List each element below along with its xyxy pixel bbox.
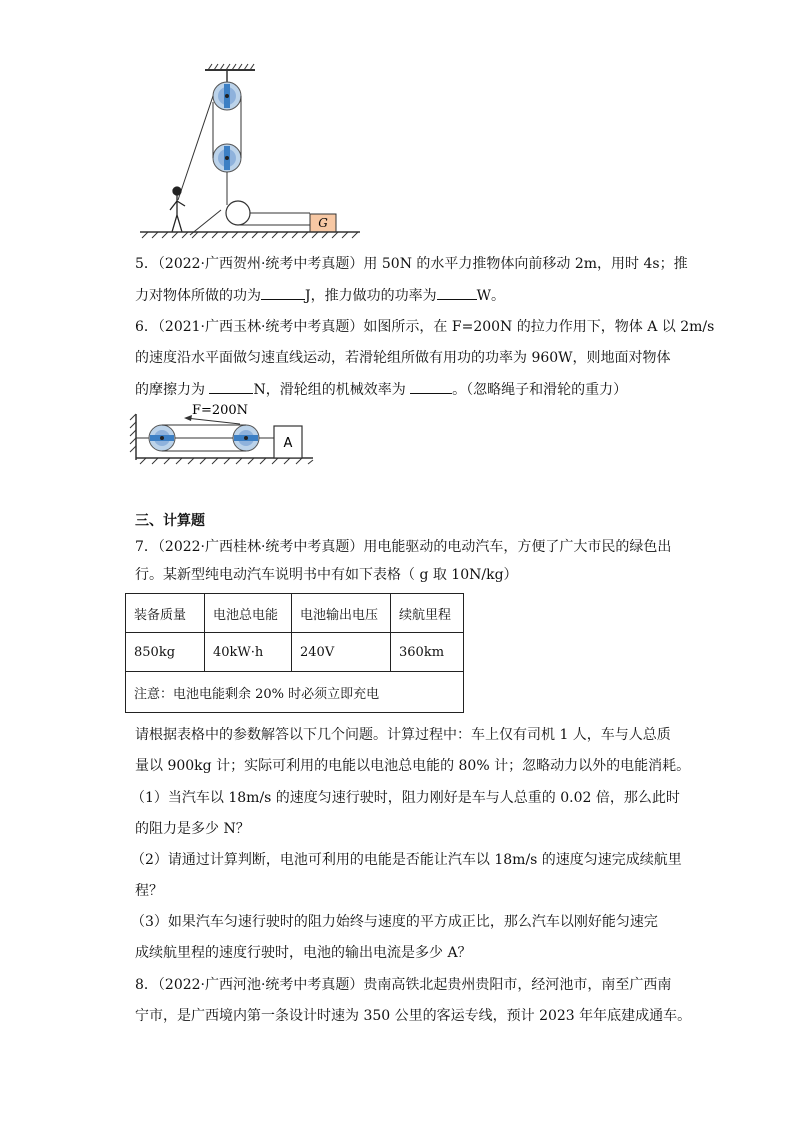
block-a-label: A [283,436,293,451]
spec-table [125,593,464,713]
table-header-cell: 电池总电能 [205,594,292,633]
movable-pulley-right [233,425,259,451]
table-header-cell: 续航里程 [391,594,464,633]
fixed-pulley [213,82,241,110]
table-cell: 850kg [126,633,205,672]
table-header-cell: 装备质量 [126,594,205,633]
q6-line-3 [135,379,627,400]
q5-blank-power[interactable] [437,285,477,300]
table-row [126,594,464,633]
q7-line-1: 7．（2022·广西桂林·统考中考真题）用电能驱动的电动汽车，方便了广大市民的绿色出 [135,539,672,555]
section-title: 三、计算题 [135,513,205,529]
table-header-cell: 电池输出电压 [292,594,391,633]
table-cell: 40kW·h [205,633,292,672]
q8-line-2: 宁市，是广西境内第一条设计时速为 350 公里的客运专线，预计 2023 年年底建成通车。 [135,1008,692,1024]
q7-sub1-line-2: 的阻力是多少 N？ [135,821,250,837]
table-row [126,633,464,672]
q7-para-2: 量以 900kg 计；实际可利用的电能以电池总电能的 80% 计；忽略动力以外的电能消耗。 [135,758,691,774]
q5-text-b: J，推力做功的功率为 [305,288,437,304]
q6-text-a: 的摩擦力为 [135,382,210,398]
q6-blank-efficiency[interactable] [410,379,452,394]
table-row [126,672,464,713]
q7-sub3-line-2: 成续航里程的速度行驶时，电池的输出电流是多少 A？ [135,945,472,961]
block-g-label: G [318,216,328,230]
q7-sub2-line-2: 程？ [135,883,163,899]
pulley-system-figure-1 [130,60,370,245]
q6-line-2: 的速度沿水平面做匀速直线运动，若滑轮组所做有用功的功率为 960W，则地面对物体 [135,350,671,366]
q7-sub3-line-1: （3）如果汽车匀速行驶时的阻力始终与速度的平方成正比，那么汽车以刚好能匀速完 [131,914,658,930]
q7-line-2: 行。某新型纯电动汽车说明书中有如下表格（ g 取 10N/kg） [135,567,518,583]
table-note: 注意：电池电能剩余 20% 时必须立即充电 [126,672,464,713]
q5-line-2 [135,285,505,306]
q6-text-b: N，滑轮组的机械效率为 [253,382,411,398]
q7-sub1-line-1: （1）当汽车以 18m/s 的速度匀速行驶时，阻力刚好是车与人总重的 0.02 倍，那么此时 [131,790,680,806]
q7-para-1: 请根据表格中的参数解答以下几个问题。计算过程中：车上仅有司机 1 人，车与人总质 [135,727,671,743]
q6-text-c: 。（忽略绳子和滑轮的重力） [452,382,628,398]
q7-sub2-line-1: （2）请通过计算判断，电池可利用的电能是否能让汽车以 18m/s 的速度匀速完成续航里 [131,852,682,868]
q8-line-1: 8．（2022·广西河池·统考中考真题）贵南高铁北起贵州贵阳市，经河池市，南至广西南 [135,977,672,993]
table-cell: 240V [292,633,391,672]
q5-text-c: W。 [476,288,506,304]
fixed-pulley-left [136,425,175,451]
person-icon [170,187,185,232]
q5-line-1: 5．（2022·广西贺州·统考中考真题）用 50N 的水平力推物体向前移动 2m，用时 4s；推 [135,256,688,272]
q6-blank-friction[interactable] [209,379,253,394]
force-arrow [186,418,240,424]
movable-pulley [213,144,241,172]
table-cell: 360km [391,633,464,672]
pulley-system-figure-2 [128,400,318,466]
q6-line-1: 6．（2021·广西玉林·统考中考真题）如图所示，在 F=200N 的拉力作用下，物体 A 以 2m/s [135,319,715,335]
q5-text-a: 力对物体所做的功为 [135,288,261,304]
q5-blank-work[interactable] [261,285,305,300]
force-label: F=200N [191,403,249,418]
